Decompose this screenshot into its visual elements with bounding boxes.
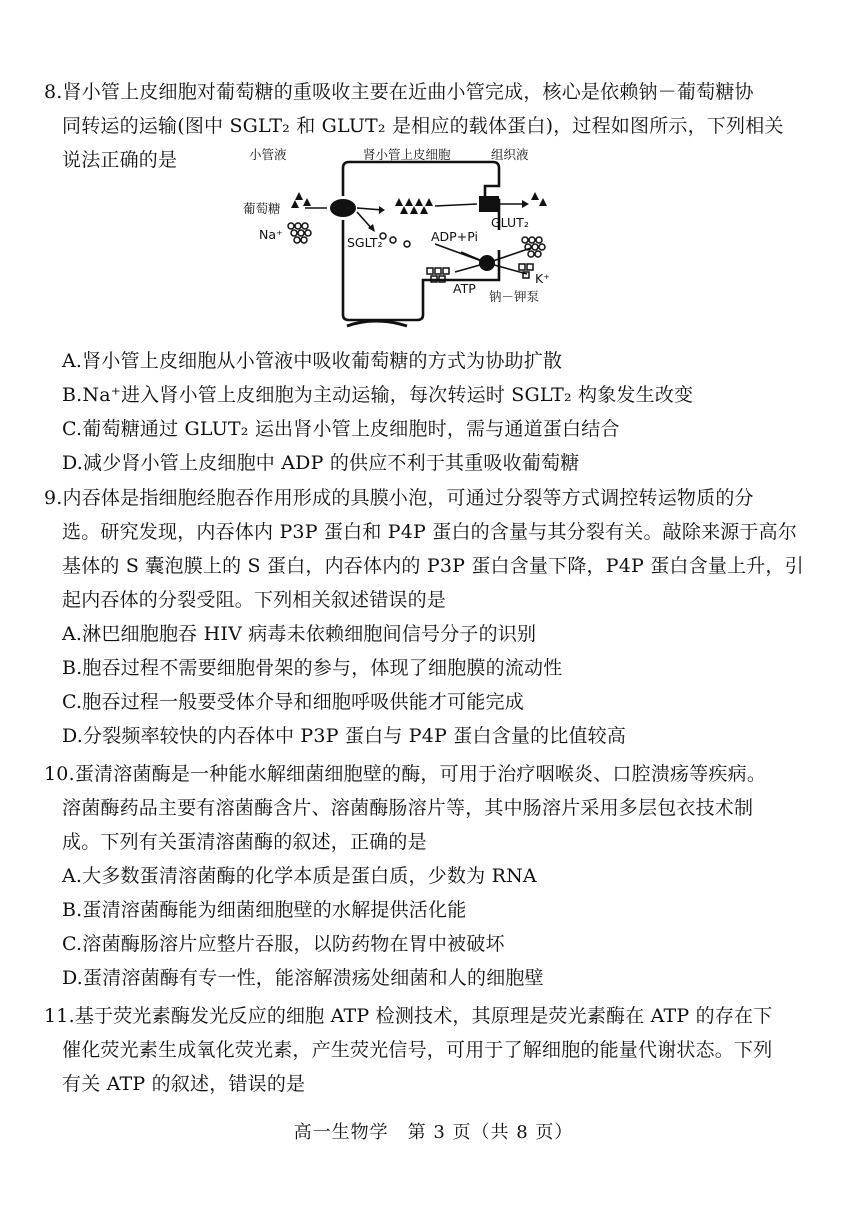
q10-stem-line2: 溶菌酶药品主要有溶菌酶含片、溶菌酶肠溶片等，其中肠溶片采用多层包衣技术制 [62,797,754,819]
q10-option-a: A.大多数蛋清溶菌酶的化学本质是蛋白质，少数为 RNA [62,865,537,887]
q9-option-c: C.胞吞过程一般要受体介导和细胞呼吸供能才可能完成 [62,691,524,713]
label-glucose: 葡萄糖 [243,201,281,216]
label-k: K⁺ [535,271,550,286]
label-sodium-potassium-pump: 钠－钾泵 [489,289,540,304]
q10-option-d: D.蛋清溶菌酶有专一性，能溶解溃疡处细菌和人的细胞壁 [62,967,544,989]
label-sglt2: SGLT₂ [347,235,383,250]
label-adp-pi: ADP+Pi [431,229,478,244]
q8-option-d: D.减少肾小管上皮细胞中 ADP 的供应不利于其重吸收葡萄糖 [62,452,580,474]
q9-stem-line2: 选。研究发现，内吞体内 P3P 蛋白和 P4P 蛋白的含量与其分裂有关。敲除来源于高尔 [62,521,798,543]
q9-option-d: D.分裂频率较快的内吞体中 P3P 蛋白与 P4P 蛋白含量的比值较高 [62,725,627,747]
q8-stem-line1: 8.肾小管上皮细胞对葡萄糖的重吸收主要在近曲小管完成，核心是依赖钠－葡萄糖协 [44,81,754,103]
q10-option-c: C.溶菌酶肠溶片应整片吞服，以防药物在胃中被破坏 [62,933,505,955]
q8-stem-line3: 说法正确的是 [62,149,178,171]
label-atp: ATP [453,281,476,296]
transport-diagram [235,140,575,340]
q11-stem-line1: 11.基于荧光素酶发光反应的细胞 ATP 检测技术，其原理是荧光素酶在 ATP 的存在下 [44,1005,773,1027]
label-glut2: GLUT₂ [491,215,529,230]
page-footer: 高一生物学 第 3 页（共 8 页） [293,1122,574,1143]
q10-stem-line1: 10.蛋清溶菌酶是一种能水解细菌细胞壁的酶，可用于治疗咽喉炎、口腔溃疡等疾病。 [44,763,767,785]
diagram-drawing [235,140,575,340]
label-epithelial-cell: 肾小管上皮细胞 [363,147,451,162]
q11-stem-line2: 催化荧光素生成氧化荧光素，产生荧光信号，可用于了解细胞的能量代谢状态。下列 [62,1039,773,1061]
q10-stem-line3: 成。下列有关蛋清溶菌酶的叙述，正确的是 [62,831,427,853]
q8-option-a: A.肾小管上皮细胞从小管液中吸收葡萄糖的方式为协助扩散 [62,350,563,372]
q8-option-b: B.Na⁺进入肾小管上皮细胞为主动运输，每次转运时 SGLT₂ 构象发生改变 [62,384,694,406]
label-na: Na⁺ [259,227,283,242]
q8-stem-line2: 同转运的运输(图中 SGLT₂ 和 GLUT₂ 是相应的载体蛋白)，过程如图所示，下列相关 [62,115,784,137]
q9-stem-line1: 9.内吞体是指细胞经胞吞作用形成的具膜小泡，可通过分裂等方式调控转运物质的分 [44,487,754,509]
label-tubule-fluid: 小管液 [249,147,287,162]
q10-option-b: B.蛋清溶菌酶能为细菌细胞壁的水解提供活化能 [62,899,467,921]
q8-option-c: C.葡萄糖通过 GLUT₂ 运出肾小管上皮细胞时，需与通道蛋白结合 [62,418,620,440]
q9-stem-line3: 基体的 S 囊泡膜上的 S 蛋白，内吞体内的 P3P 蛋白含量下降，P4P 蛋白含量上升，引 [62,555,804,577]
q9-option-a: A.淋巴细胞胞吞 HIV 病毒未依赖细胞间信号分子的识别 [62,623,537,645]
q9-stem-line4: 起内吞体的分裂受阻。下列相关叙述错误的是 [62,589,447,611]
q11-stem-line3: 有关 ATP 的叙述，错误的是 [62,1073,306,1095]
q9-option-b: B.胞吞过程不需要细胞骨架的参与，体现了细胞膜的流动性 [62,657,563,679]
label-tissue-fluid: 组织液 [491,147,529,162]
